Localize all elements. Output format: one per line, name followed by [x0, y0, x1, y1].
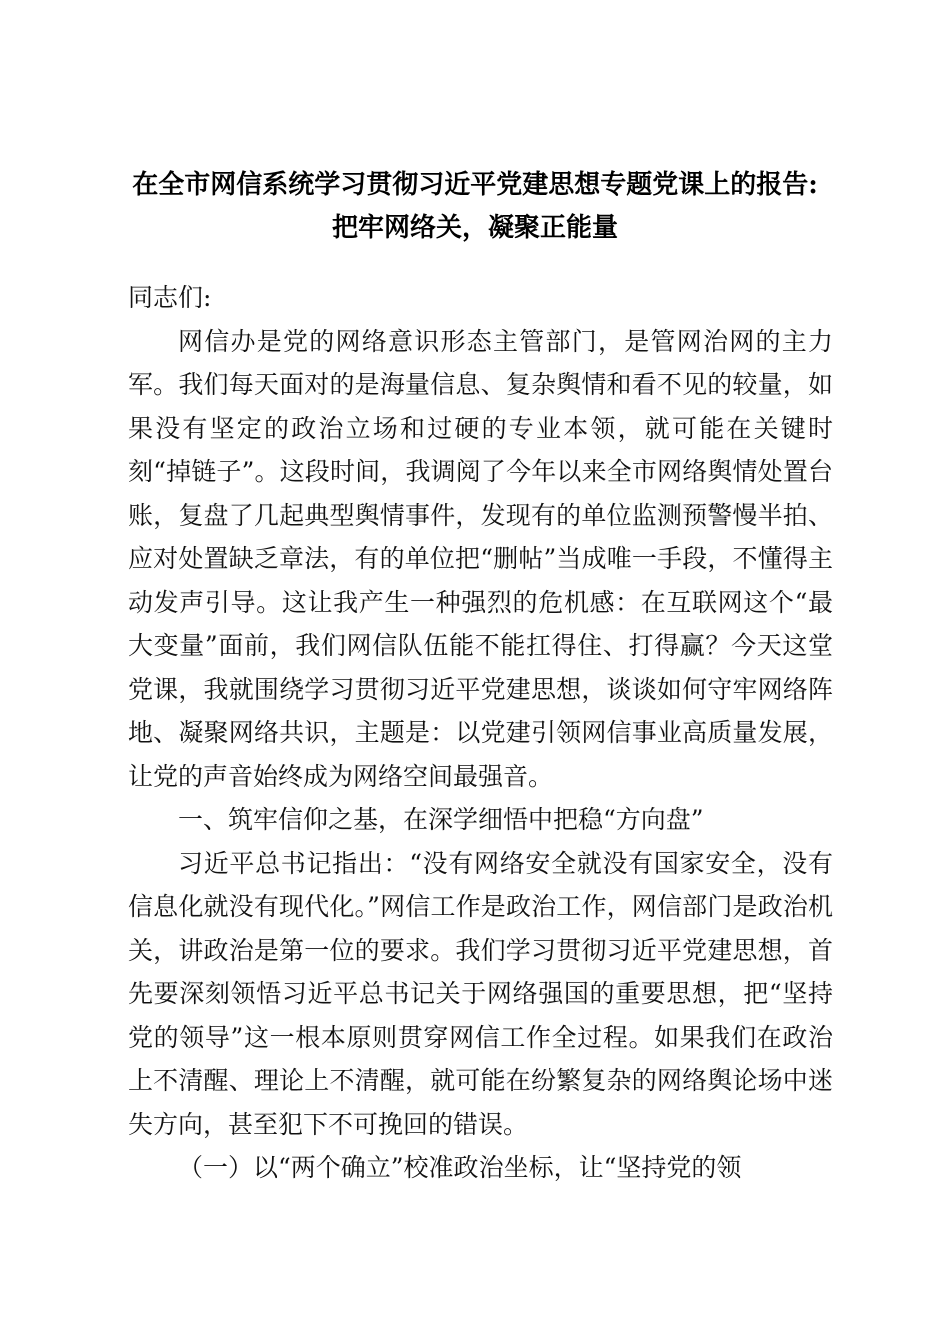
section-heading-1: 一、筑牢信仰之基，在深学细悟中把稳“方向盘”: [178, 805, 704, 834]
salutation: 同志们:: [128, 283, 212, 312]
document-body: [128, 276, 833, 1190]
paragraph-section-1: 习近平总书记指出：“没有网络安全就没有国家安全，没有信息化就没有现代化。”网信工作是政治工作，网信部门是政治机关，讲政治是第一位的要求。我们学习贯彻习近平党建思想，首先要深刻领悟习近平总书记关于网络强国的重要思想，把“坚持党的领导”这一根本原则贯穿网信工作全过程。如果我们在政治上不清醒、理论上不清醒，就可能在纷繁复杂的网络舆论场中迷失方向，甚至犯下不可挽回的错误。: [128, 848, 833, 1139]
document-title-line-2: 把牢网络关，凝聚正能量: [331, 213, 618, 243]
document-title-line-1: 在全市网信系统学习贯彻习近平党建思想专题党课上的报告:: [132, 170, 818, 200]
subsection-heading-1: （一）以“两个确立”校准政治坐标，让“坚持党的领: [178, 1153, 742, 1182]
paragraph-intro: 网信办是党的网络意识形态主管部门，是管网治网的主力军。我们每天面对的是海量信息、复杂舆情和看不见的较量，如果没有坚定的政治立场和过硬的专业本领，就可能在关键时刻“掉链子”。这段时间，我调阅了今年以来全市网络舆情处置台账，复盘了几起典型舆情事件，发现有的单位监测预警慢半拍、应对处置缺乏章法，有的单位把“删帖”当成唯一手段，不懂得主动发声引导。这让我产生一种强烈的危机感：在互联网这个“最大变量”面前，我们网信队伍能不能扛得住、打得赢？今天这堂党课，我就围绕学习贯彻习近平党建思想，谈谈如何守牢网络阵地、凝聚网络共识，主题是：以党建引领网信事业高质量发展，让党的声音始终成为网络空间最强音。: [128, 326, 833, 791]
